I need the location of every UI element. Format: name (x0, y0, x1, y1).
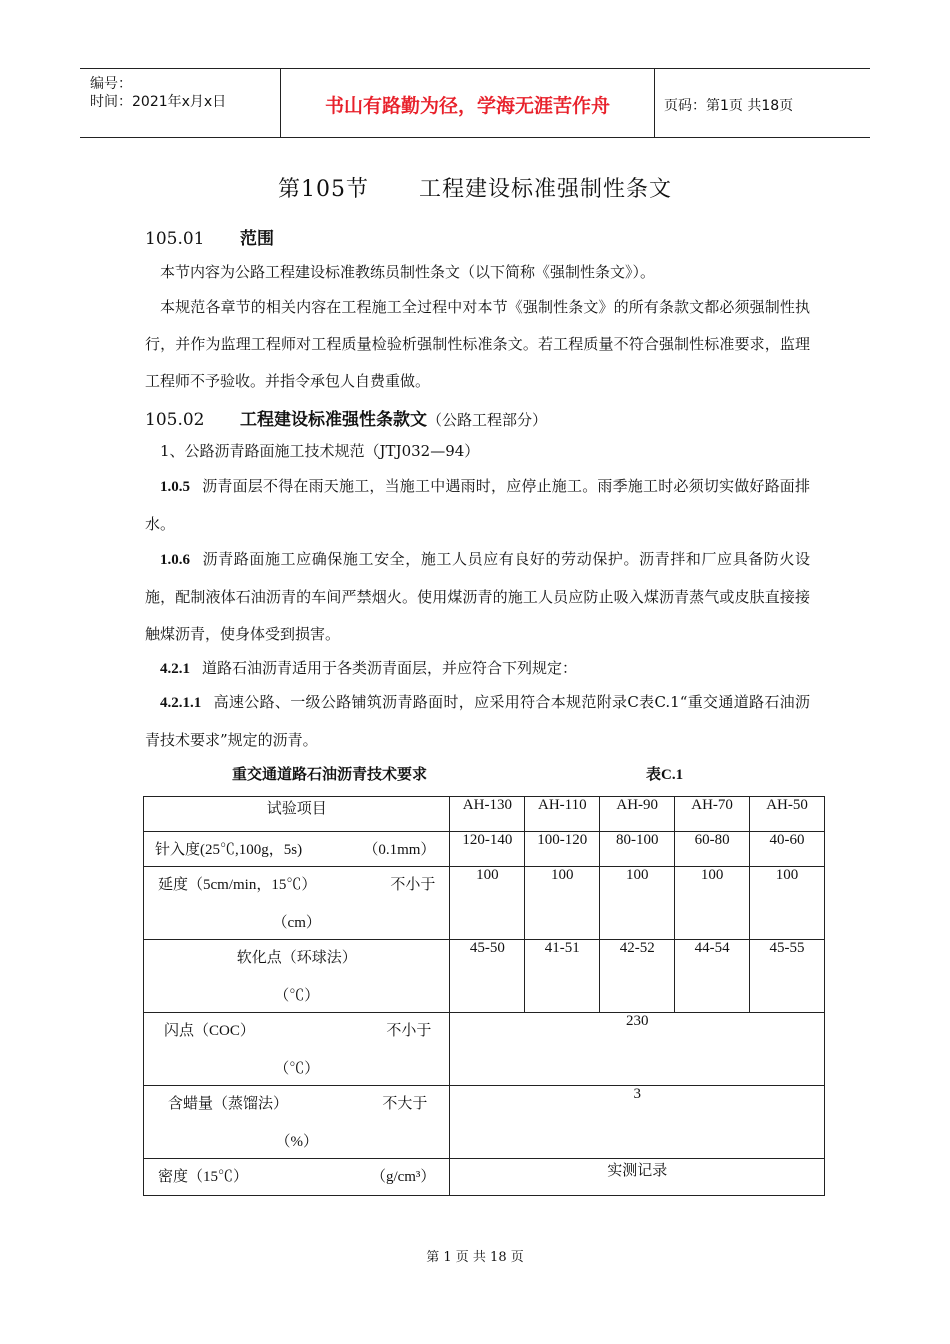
header-meta-cell (80, 69, 280, 137)
page-header (80, 68, 870, 138)
table-cell: 100 (750, 867, 825, 940)
merged-cell: 实测记录 (450, 1159, 825, 1196)
table-cell: 45-55 (750, 940, 825, 1013)
clause-1-0-5 (145, 468, 810, 543)
table-cell: 100 (525, 867, 600, 940)
clause-text: 沥青路面施工应确保施工安全，施工人员应有良好的劳动保护。沥青拌和厂应具备防火设施，配制液体石油沥青的车间严禁烟火。使用煤沥青的施工人员应防止吸入煤沥青蒸气或皮肤直接接触煤沥青，使身体受到损害。 (145, 550, 810, 643)
clause-text: 道路石油沥青适用于各类沥青面层，并应符合下列规定： (202, 659, 578, 677)
section-title: 范围 (240, 229, 274, 249)
header-cell: AH-130 (450, 797, 525, 832)
row-qualifier: 不小于 (390, 877, 436, 893)
header-page-cell (654, 69, 870, 137)
row-name: 针入度(25℃,100g，5s) (155, 842, 303, 858)
paragraph-enforcement: 本规范各章节的相关内容在工程施工全过程中对本节《强制性条文》的所有条款文都必须强制性执行，并作为监理工程师对工程质量检验析强制性标准条文。若工程质量不符合强制性标准要求，监理工程师不予验收。并指令承包人自费重做。 (145, 298, 810, 390)
row-label-cell (144, 1086, 450, 1159)
header-cell: AH-90 (600, 797, 675, 832)
merged-cell: 230 (450, 1013, 825, 1086)
row-qualifier: 不大于 (382, 1096, 428, 1112)
clause-number: 4.2.1 (160, 661, 190, 677)
table-row (144, 1086, 825, 1159)
table-cell: 44-54 (675, 940, 750, 1013)
table-cell: 41-51 (525, 940, 600, 1013)
row-name: 软化点（环球法） (236, 950, 357, 966)
header-cell: AH-70 (675, 797, 750, 832)
asphalt-spec-table (143, 796, 825, 1196)
row-name: 密度（15℃） (158, 1169, 249, 1185)
section-title: 工程建设标准强性条款文 (240, 410, 427, 430)
row-unit: （℃） (274, 1061, 320, 1077)
section-heading-105-01 (145, 224, 274, 249)
section-number: 105.02 (145, 410, 205, 430)
section-number-title: 第105节 (277, 177, 369, 202)
row-unit: （%） (275, 1134, 318, 1150)
row-qualifier: （0.1mm） (363, 842, 436, 858)
table-cell: 100 (675, 867, 750, 940)
table-row (144, 1159, 825, 1196)
clause-number: 4.2.1.1 (160, 695, 202, 711)
row-label-cell (144, 1159, 450, 1196)
page-footer: 第 1 页 共 18 页 (426, 1250, 524, 1265)
table-header-row (144, 797, 825, 832)
row-label-cell (144, 867, 450, 940)
row-label-cell (144, 940, 450, 1013)
row-name: 闪点（COC） (164, 1023, 255, 1039)
paragraph-scope: 本节内容为公路工程建设标准教练员制性条文（以下简称《强制性条文》）。 (160, 263, 656, 281)
row-label-cell (144, 1013, 450, 1086)
table-cell: 60-80 (675, 832, 750, 867)
document-date: 时间：2021年x月x日 (90, 94, 227, 110)
clause-number: 1.0.6 (160, 552, 190, 568)
section-name-title: 工程建设标准强制性条文 (418, 177, 672, 202)
clause-text: 高速公路、一级公路铺筑沥青路面时，应采用符合本规范附录C表C.1“重交通道路石油沥青技术要求”规定的沥青。 (145, 693, 810, 749)
clause-text: 沥青面层不得在雨天施工，当施工中遇雨时，应停止施工。雨季施工时必须切实做好路面排水。 (145, 477, 810, 533)
table-row (144, 940, 825, 1013)
table-cell: 100 (600, 867, 675, 940)
table-cell: 80-100 (600, 832, 675, 867)
row-qualifier: （g/cm³） (370, 1169, 436, 1185)
clause-number: 1.0.5 (160, 479, 190, 495)
header-cell: AH-50 (750, 797, 825, 832)
motto-text: 书山有路勤为径，学海无涯苦作舟 (324, 95, 610, 117)
row-label-cell (144, 832, 450, 867)
merged-cell: 3 (450, 1086, 825, 1159)
section-number: 105.01 (145, 229, 205, 249)
paragraph-spec-ref: 1、公路沥青路面施工技术规范（JTJ032—94） (160, 442, 480, 460)
section-note: （公路工程部分） (427, 411, 548, 429)
table-cell: 45-50 (450, 940, 525, 1013)
table-cell: 100 (450, 867, 525, 940)
header-cell: AH-110 (525, 797, 600, 832)
page-info: 页码：第1页 共18页 (664, 98, 794, 114)
table-cell: 120-140 (450, 832, 525, 867)
document-number-label: 编号： (90, 76, 132, 92)
table-row (144, 867, 825, 940)
table-cell: 100-120 (525, 832, 600, 867)
clause-1-0-6 (145, 541, 810, 653)
row-name: 含蜡量（蒸馏法） (168, 1096, 289, 1112)
row-qualifier: 不小于 (386, 1023, 432, 1039)
table-row (144, 1013, 825, 1086)
table-caption: 重交通道路石油沥青技术要求 (232, 765, 428, 783)
table-cell: 40-60 (750, 832, 825, 867)
table-row (144, 832, 825, 867)
row-unit: （cm） (272, 915, 321, 931)
clause-4-2-1-1 (145, 684, 810, 759)
page-title (0, 172, 950, 203)
table-caption-id: 表C.1 (646, 767, 684, 783)
section-heading-105-02 (145, 405, 547, 430)
header-motto-cell (280, 69, 655, 137)
header-cell: 试验项目 (144, 797, 450, 832)
table-cell: 42-52 (600, 940, 675, 1013)
row-name: 延度（5cm/min，15℃） (158, 877, 317, 893)
row-unit: （℃） (274, 988, 320, 1004)
clause-4-2-1 (145, 650, 810, 688)
